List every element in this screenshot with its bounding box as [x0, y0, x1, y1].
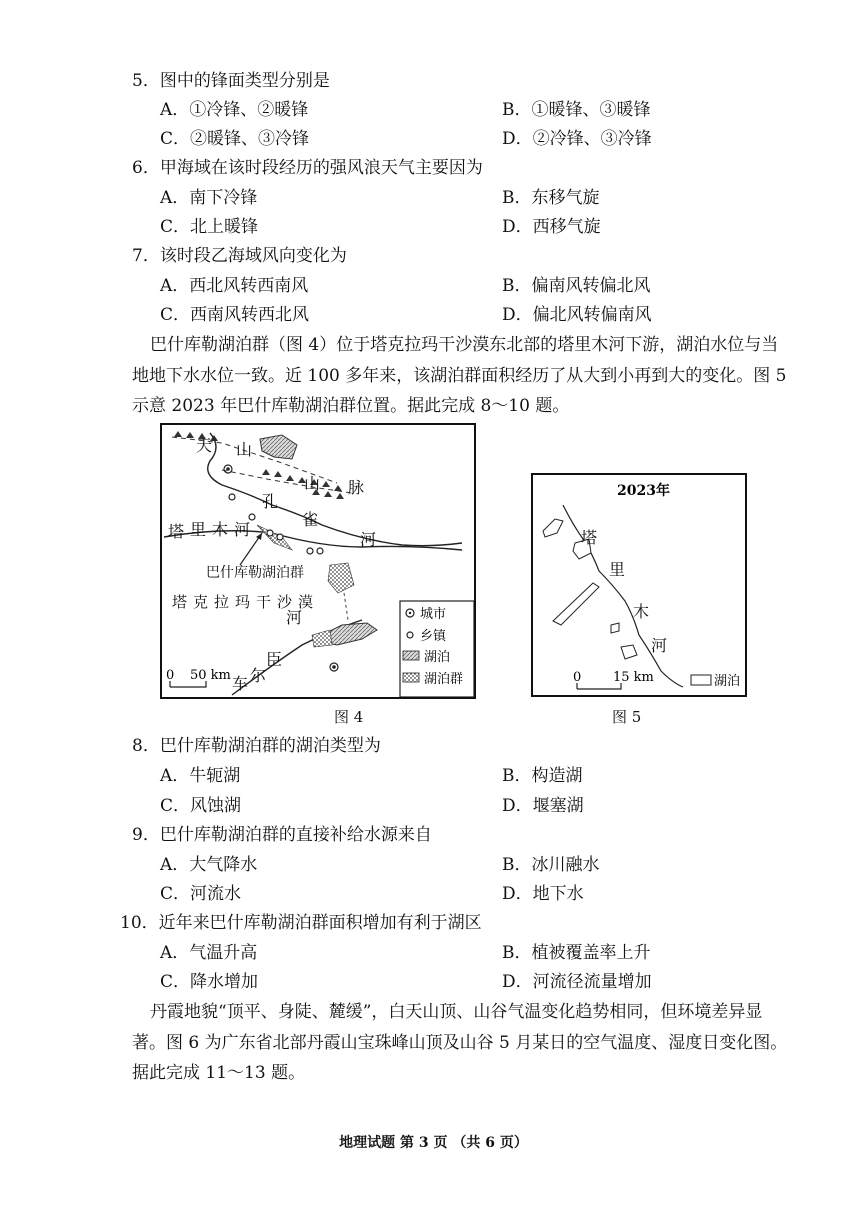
- q9-option-d: D．地下水: [502, 884, 584, 904]
- dashed-path: [344, 593, 348, 620]
- q8-option-d: D．堰塞湖: [502, 796, 584, 816]
- fig5-label-mu: 木: [633, 602, 650, 621]
- label-he-2: 河: [234, 520, 251, 539]
- q5-option-a: A．①冷锋、②暖锋: [160, 100, 309, 120]
- legend-city: 城市: [420, 607, 447, 622]
- label-he-3: 河: [286, 608, 303, 627]
- q7-stem: 7．该时段乙海域风向变化为: [132, 246, 347, 266]
- fig5-scale-label: 15 km: [613, 670, 654, 685]
- figure-5-caption: 图 5: [612, 708, 642, 726]
- fig4-scale-zero: 0: [166, 668, 175, 683]
- fig5-label-li: 里: [609, 560, 626, 579]
- fig5-lake-4: [611, 623, 619, 633]
- q6-option-d: D．西移气旋: [502, 217, 601, 237]
- label-tian: 天: [196, 436, 213, 455]
- figure-5-map: [531, 473, 747, 697]
- q6-option-b: B．东移气旋: [502, 188, 600, 208]
- q10-option-b: B．植被覆盖率上升: [502, 943, 651, 963]
- q8-option-b: B．构造湖: [502, 766, 583, 786]
- q9-option-a: A．大气降水: [160, 855, 258, 875]
- label-ta: 塔: [168, 522, 185, 541]
- passage2-line2: 著。图 6 为广东省北部丹霞山宝珠峰山顶及山谷 5 月某日的空气温度、湿度日变化图。: [132, 1033, 788, 1053]
- figure-4-map: [160, 423, 476, 699]
- fig5-lake-3: [553, 583, 599, 625]
- q9-option-b: B．冰川融水: [502, 855, 600, 875]
- fig5-lake-1: [543, 519, 563, 537]
- q7-option-a: A．西北风转西南风: [160, 276, 309, 296]
- q9-option-c: C．河流水: [160, 884, 242, 904]
- fig4-scale-bar: [166, 668, 231, 687]
- label-lake-group: 巴什库勒湖泊群: [206, 565, 304, 581]
- label-he-1: 河: [360, 530, 377, 549]
- label-er: 尔: [250, 666, 267, 685]
- page-footer: 地理试题 第 3 页 （共 6 页）: [339, 1135, 528, 1151]
- q8-option-a: A．牛轭湖: [160, 766, 241, 786]
- tarim-river: [164, 531, 462, 550]
- fig5-label-he: 河: [651, 636, 668, 655]
- q5-stem: 5．图中的锋面类型分别是: [132, 71, 330, 91]
- q6-option-c: C．北上暖锋: [160, 217, 259, 237]
- label-kong: 孔: [262, 492, 279, 511]
- q7-option-d: D．偏北风转偏南风: [502, 305, 652, 325]
- q6-option-a: A．南下冷锋: [160, 188, 258, 208]
- bosten-lake: [260, 435, 297, 459]
- fig4-legend: [400, 601, 474, 697]
- fig5-year: 2023年: [617, 483, 670, 499]
- tianshan-ridge-2: [222, 470, 352, 493]
- label-que: 雀: [302, 510, 319, 529]
- figure-4-svg: [162, 425, 474, 697]
- q5-option-c: C．②暖锋、③冷锋: [160, 129, 310, 149]
- q5-option-b: B．①暖锋、③暖锋: [502, 100, 651, 120]
- label-chen: 臣: [266, 650, 283, 669]
- fig5-legend-lake: 湖泊: [714, 674, 741, 689]
- q8-stem: 8．巴什库勒湖泊群的湖泊类型为: [132, 736, 381, 756]
- passage1-line3: 示意 2023 年巴什库勒湖泊群位置。据此完成 8～10 题。: [132, 396, 570, 416]
- label-mu: 木: [212, 520, 229, 539]
- q5-option-d: D．②冷锋、③冷锋: [502, 129, 652, 149]
- q10-option-a: A．气温升高: [160, 943, 258, 963]
- passage2-line1: 丹霞地貌“顶平、身陡、麓缓”，白天山顶、山谷气温变化趋势相同，但环境差异显: [150, 1002, 763, 1022]
- q10-stem: 10．近年来巴什库勒湖泊群面积增加有利于湖区: [120, 913, 482, 933]
- lake-group-2: [328, 563, 354, 593]
- label-mai: 脉: [348, 478, 365, 497]
- fig4-scale-label: 50 km: [190, 668, 231, 683]
- q7-option-b: B．偏南风转偏北风: [502, 276, 651, 296]
- lake-group-3: [312, 630, 332, 647]
- q10-option-c: C．降水增加: [160, 972, 259, 992]
- label-li: 里: [190, 520, 207, 539]
- legend-lakegroup: 湖泊群: [424, 672, 464, 687]
- fig5-lake-5: [621, 645, 637, 659]
- label-shan-2: 山: [304, 474, 321, 493]
- passage1-line1: 巴什库勒湖泊群（图 4）位于塔克拉玛干沙漠东北部的塔里木河下游，湖泊水位与当: [150, 335, 779, 355]
- q6-stem: 6．甲海域在该时段经历的强风浪天气主要因为: [132, 158, 483, 178]
- passage2-line3: 据此完成 11～13 题。: [132, 1063, 306, 1083]
- label-shan-1: 山: [236, 440, 253, 459]
- legend-town: 乡镇: [420, 629, 447, 644]
- q8-option-c: C．风蚀湖: [160, 796, 242, 816]
- fig5-scale-bar: [573, 670, 654, 689]
- label-che: 车: [232, 674, 249, 693]
- passage1-line2: 地地下水水位一致。近 100 多年来，该湖泊群面积经历了从大到小再到大的变化。图 5: [132, 366, 787, 386]
- figure-5-svg: [533, 475, 745, 695]
- fig5-label-ta: 塔: [581, 528, 598, 547]
- label-desert: 塔克拉玛干沙漠: [172, 593, 320, 611]
- q10-option-d: D．河流径流量增加: [502, 972, 652, 992]
- q9-stem: 9．巴什库勒湖泊群的直接补给水源来自: [132, 825, 432, 845]
- fig5-scale-zero: 0: [573, 670, 582, 685]
- legend-lake: 湖泊: [424, 650, 451, 665]
- q7-option-c: C．西南风转西北风: [160, 305, 310, 325]
- figure-4-caption: 图 4: [334, 708, 364, 726]
